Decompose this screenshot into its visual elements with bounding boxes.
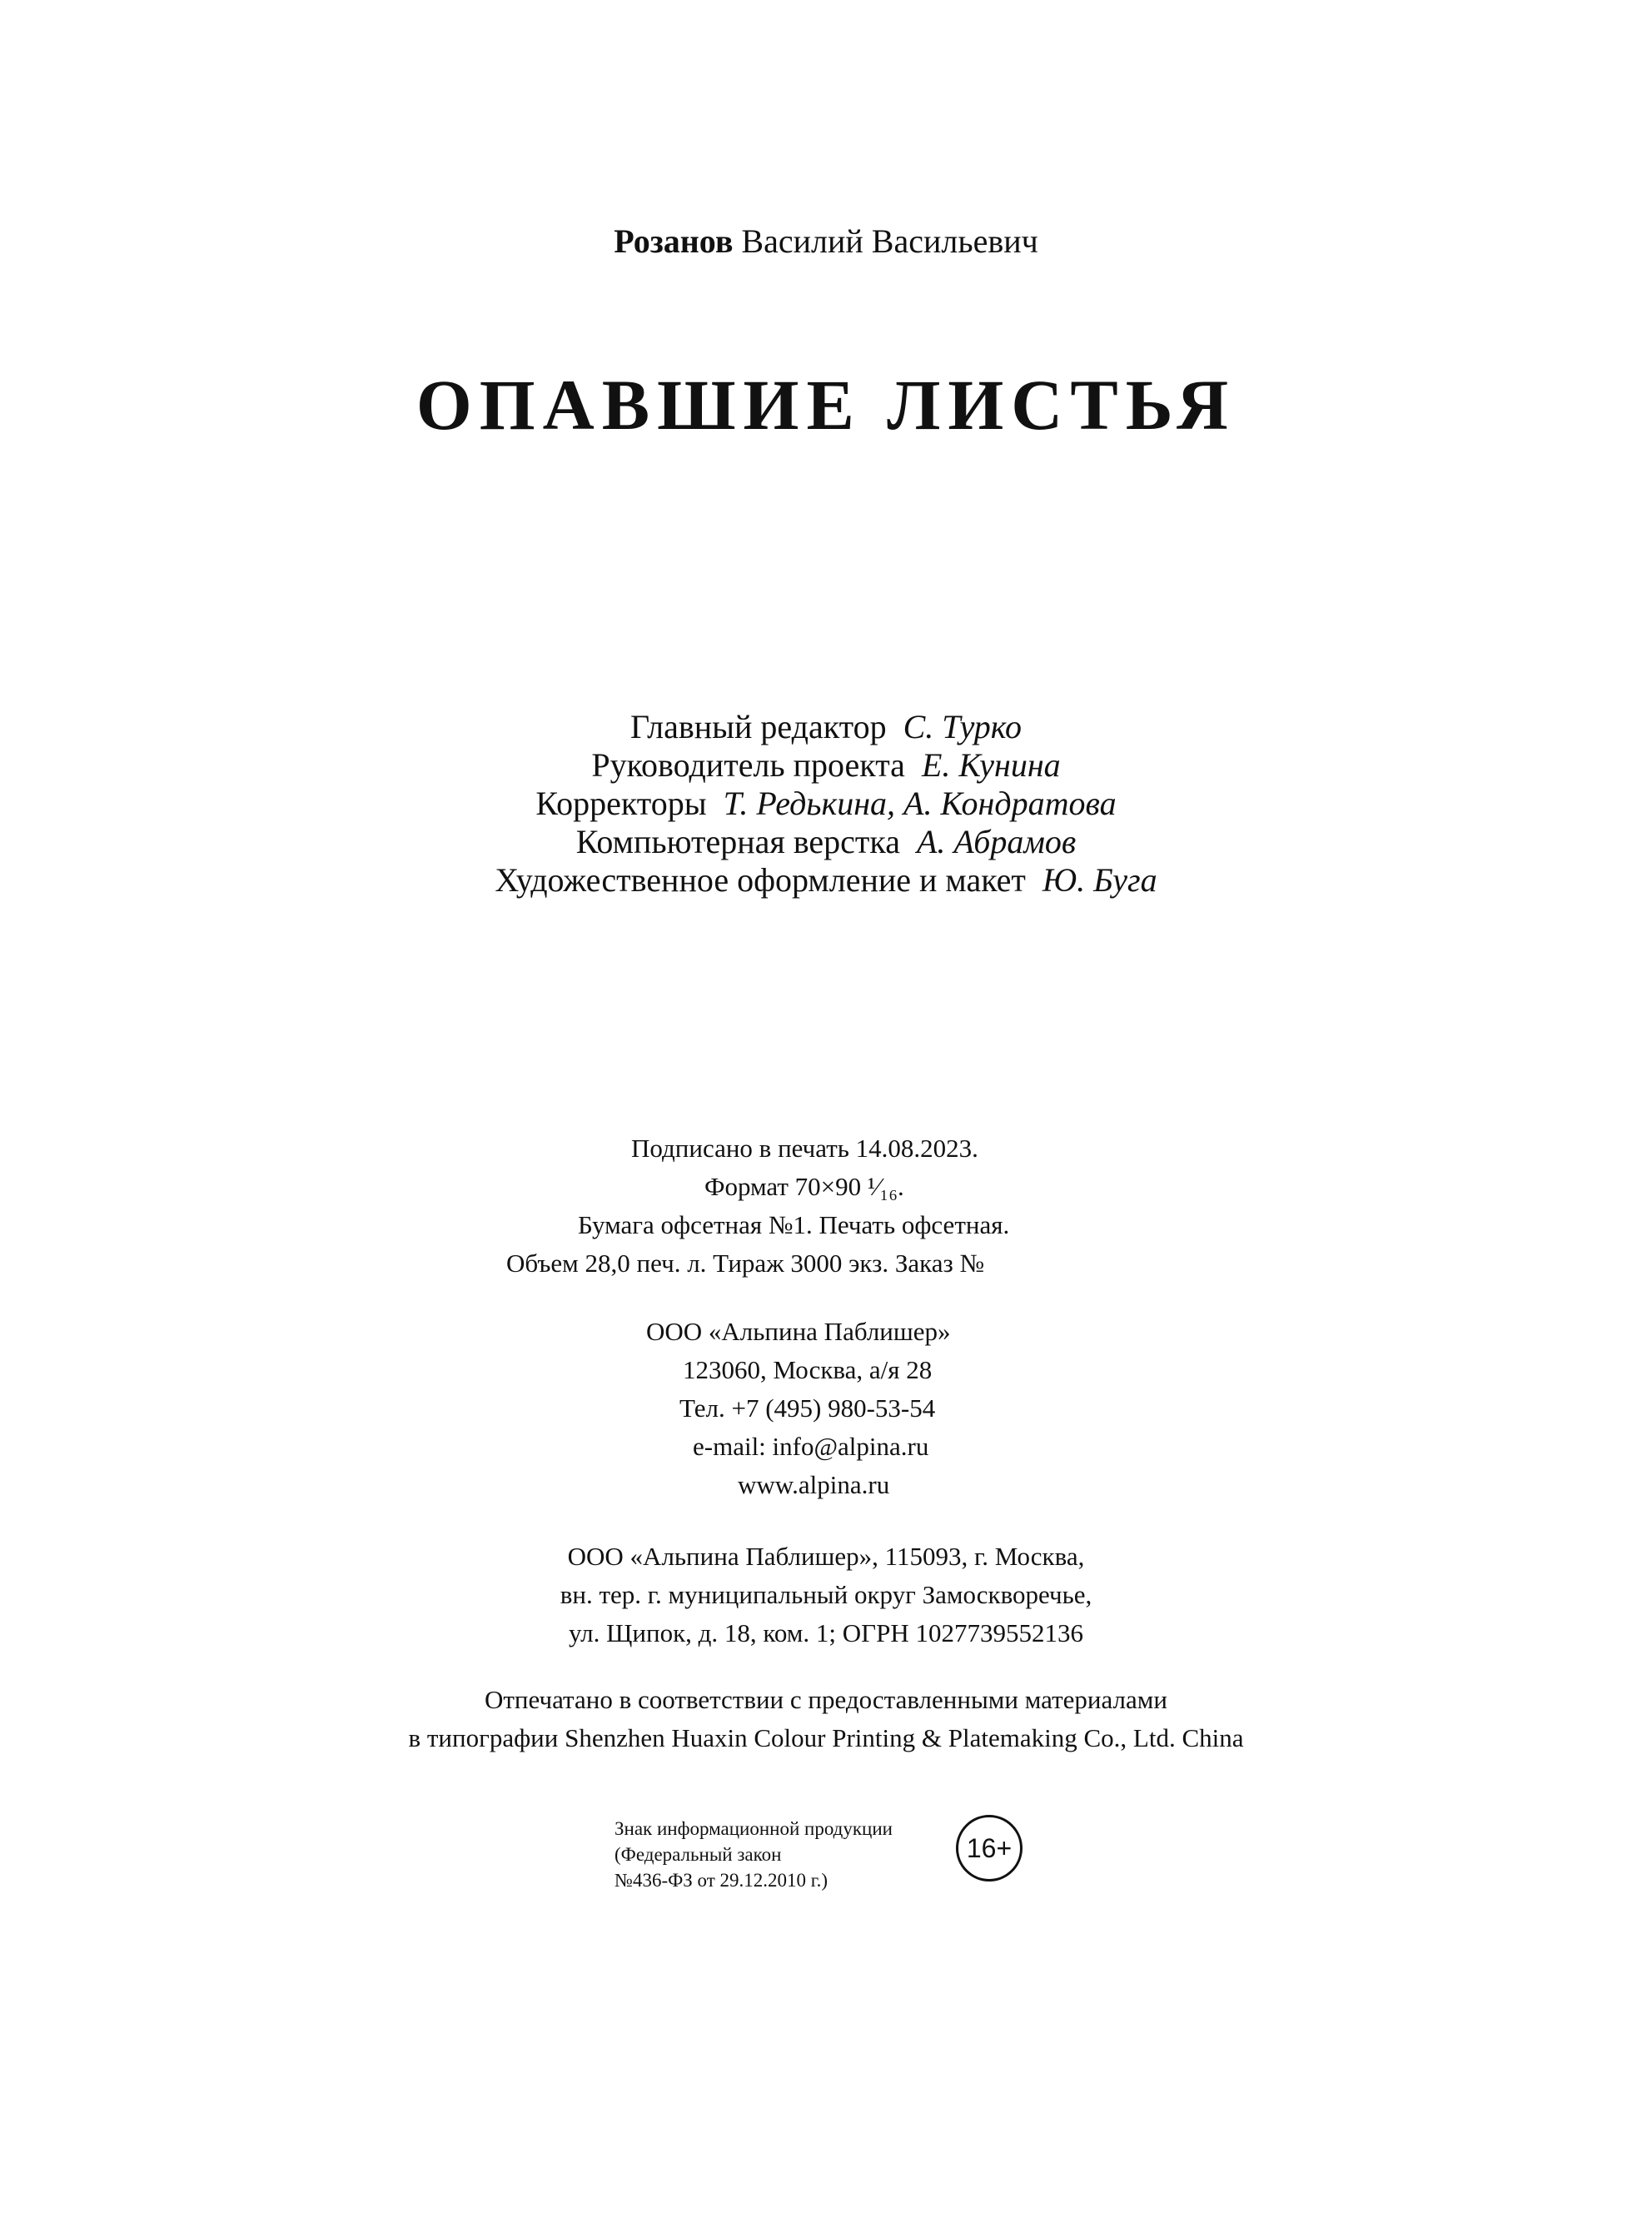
age-note-line: №436-ФЗ от 29.12.2010 г.) (615, 1870, 828, 1891)
author-surname: Розанов (614, 222, 734, 260)
printing-line: в типографии Shenzhen Huaxin Colour Printing & Platemaking Co., Ltd. China (408, 1723, 1244, 1752)
credit-role: Руководитель проекта (591, 746, 905, 784)
imprint-volume: Объем 28,0 печ. л. Тираж 3000 экз. Заказ № (506, 1249, 985, 1278)
credit-row (0, 746, 1652, 785)
credit-name: Ю. Буга (1042, 861, 1157, 899)
credit-role: Художественное оформление и макет (495, 861, 1026, 899)
legal-address-line: вн. тер. г. муниципальный округ Замоскворечье, (560, 1580, 1092, 1609)
age-rating-note (615, 1816, 893, 1893)
author-given-names: Василий Васильевич (741, 222, 1038, 260)
credit-row (0, 861, 1652, 900)
publisher-name: ООО «Альпина Паблишер» (646, 1317, 951, 1346)
book-title: ОПАВШИЕ ЛИСТЬЯ (415, 365, 1237, 445)
credit-name: А. Абрамов (916, 823, 1077, 860)
credit-name: Е. Кунина (921, 746, 1061, 784)
credit-row (0, 823, 1652, 861)
publisher-email: e-mail: info@alpina.ru (693, 1432, 929, 1461)
imprint-paper: Бумага офсетная №1. Печать офсетная. (578, 1210, 1010, 1239)
publisher-website: www.alpina.ru (738, 1470, 890, 1499)
credit-role: Корректоры (535, 785, 707, 822)
publisher-address: 123060, Москва, а/я 28 (683, 1355, 933, 1384)
author-line (0, 218, 1652, 265)
imprint-signed: Подписано в печать 14.08.2023. (631, 1134, 978, 1163)
age-note-line: Знак информационной продукции (615, 1818, 893, 1839)
legal-address-block (0, 1538, 1652, 1652)
credit-row (0, 708, 1652, 746)
age-note-line: (Федеральный закон (615, 1844, 782, 1865)
imprint-format: Формат 70×90 ¹⁄₁₆. (704, 1172, 904, 1201)
credits-block (0, 708, 1652, 900)
credit-role: Главный редактор (630, 708, 887, 745)
credit-role: Компьютерная верстка (575, 823, 900, 860)
credit-row (0, 785, 1652, 823)
legal-address-line: ООО «Альпина Паблишер», 115093, г. Москва, (567, 1542, 1085, 1571)
credit-name: Т. Редькина, А. Кондратова (723, 785, 1117, 822)
legal-address-line: ул. Щипок, д. 18, ком. 1; ОГРН 1027739552136 (569, 1618, 1083, 1647)
publisher-phone: Тел. +7 (495) 980-53-54 (679, 1393, 936, 1423)
age-rating-badge: 16+ (956, 1815, 1023, 1882)
printing-note (0, 1681, 1652, 1757)
printing-line: Отпечатано в соответствии с предоставленными материалами (485, 1685, 1167, 1714)
credit-name: С. Турко (903, 708, 1022, 745)
